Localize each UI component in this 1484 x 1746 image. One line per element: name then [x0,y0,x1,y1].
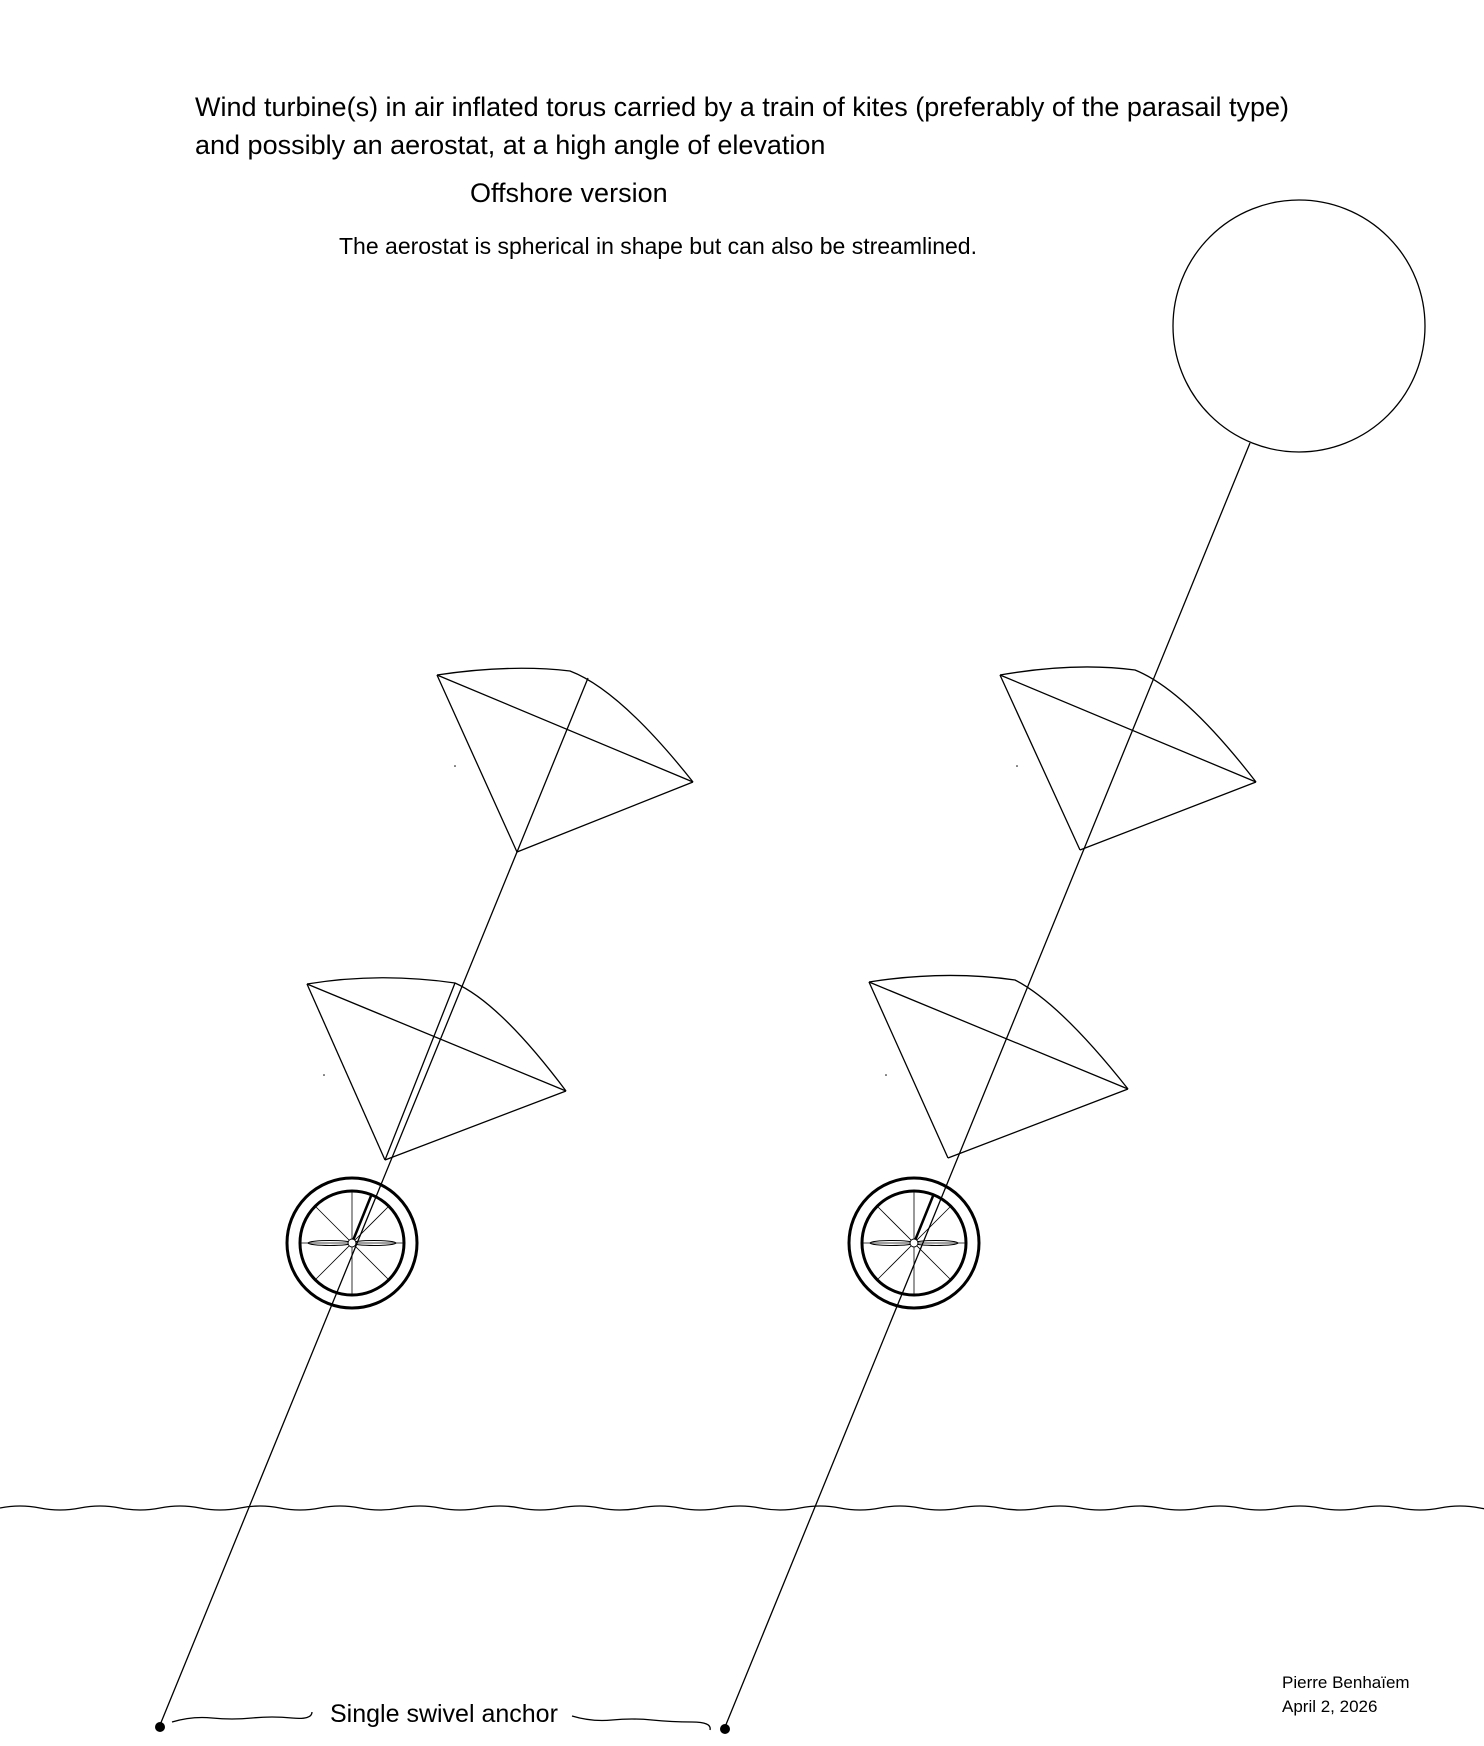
right-lower-kite [869,975,1128,1158]
left-torus-turbine [287,1178,417,1308]
right-upper-kite [1000,667,1256,850]
anchor-label-right-brace [572,1716,710,1730]
left-kite-train [155,668,693,1732]
aerostat-sphere [1173,200,1425,452]
right-anchor-point [720,1724,730,1734]
left-anchor-point [155,1722,165,1732]
left-tether-line [160,852,517,1725]
aerostat-note: The aerostat is spherical in shape but can also be streamlined. [339,233,977,259]
author-date: April 2, 2026 [1282,1697,1378,1716]
anchor-label-left-brace [172,1712,312,1722]
author-name: Pierre Benhaïem [1282,1673,1410,1692]
right-tether-line [725,443,1250,1727]
left-upper-kite [437,668,693,852]
author-block [1282,1671,1410,1719]
right-torus-turbine [849,1178,979,1308]
anchor-label: Single swivel anchor [326,1700,562,1729]
sea-surface [0,1506,1484,1510]
diagram-title: Wind turbine(s) in air inflated torus carried by a train of kites (preferably of the parasail type) and possibly an aerostat, at a high angle of elevation [195,92,1289,160]
diagram-subtitle: Offshore version [470,178,668,208]
left-lower-kite [307,978,566,1160]
right-kite-train-with-aerostat [720,200,1425,1734]
